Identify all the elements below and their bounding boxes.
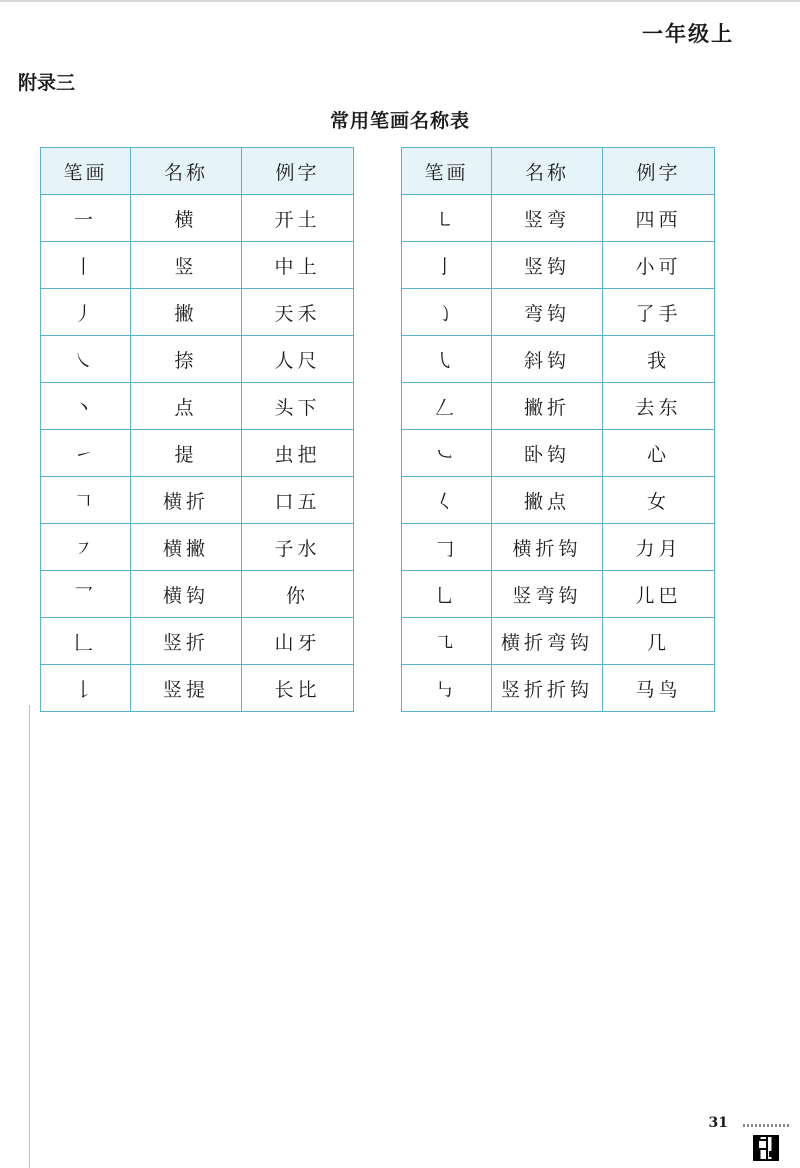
name-cell: 横折: [131, 477, 242, 524]
name-cell: 竖弯钩: [492, 571, 603, 618]
stroke-cell: ㇁: [402, 289, 492, 336]
name-cell: 竖弯: [492, 195, 603, 242]
example-cell: 马鸟: [603, 665, 715, 712]
example-cell: 小可: [603, 242, 715, 289]
stroke-cell: 丿: [41, 289, 131, 336]
stroke-cell: 亅: [402, 242, 492, 289]
stroke-cell: 𠄌: [41, 665, 131, 712]
table-row: [402, 524, 715, 571]
appendix-label: 附录三: [18, 72, 76, 94]
stroke-cell: ㇏: [41, 336, 131, 383]
qr-code-icon: [753, 1135, 779, 1161]
stroke-cell: 乛: [41, 571, 131, 618]
page-number: 31: [708, 1115, 728, 1131]
table-row: [402, 242, 715, 289]
example-cell: 中上: [242, 242, 354, 289]
name-cell: 横钩: [131, 571, 242, 618]
name-cell: 提: [131, 430, 242, 477]
stroke-cell: 𡿨: [402, 477, 492, 524]
example-cell: 心: [603, 430, 715, 477]
example-cell: 子水: [242, 524, 354, 571]
table-row: [41, 571, 354, 618]
name-cell: 撇点: [492, 477, 603, 524]
example-cell: 你: [242, 571, 354, 618]
name-cell: 撇: [131, 289, 242, 336]
table-row: [41, 289, 354, 336]
example-cell: 了手: [603, 289, 715, 336]
top-rule: [0, 0, 800, 2]
qr-caption: [743, 1124, 789, 1127]
table-row: [41, 665, 354, 712]
example-cell: 长比: [242, 665, 354, 712]
name-cell: 横折钩: [492, 524, 603, 571]
page-title: 常用笔画名称表: [329, 110, 470, 132]
stroke-cell: 丨: [41, 242, 131, 289]
stroke-table-right: [401, 147, 715, 712]
example-cell: 口五: [242, 477, 354, 524]
name-cell: 斜钩: [492, 336, 603, 383]
stroke-cell: 一: [41, 195, 131, 242]
example-cell: 人尺: [242, 336, 354, 383]
stroke-cell: ㇀: [41, 430, 131, 477]
name-cell: 卧钩: [492, 430, 603, 477]
example-cell: 女: [603, 477, 715, 524]
table-row: [41, 336, 354, 383]
stroke-cell: 乚: [402, 571, 492, 618]
column-header-name: 名称: [492, 148, 603, 195]
grade-label: 一年级上: [642, 22, 734, 46]
table-row: [402, 336, 715, 383]
name-cell: 横: [131, 195, 242, 242]
stroke-cell: ㇂: [402, 336, 492, 383]
table-row: [41, 195, 354, 242]
column-header-stroke: 笔画: [402, 148, 492, 195]
stroke-cell: 𠃊: [41, 618, 131, 665]
table-row: [41, 430, 354, 477]
name-cell: 弯钩: [492, 289, 603, 336]
column-header-example: 例字: [603, 148, 715, 195]
example-cell: 力月: [603, 524, 715, 571]
table-row: [402, 430, 715, 477]
example-cell: 儿巴: [603, 571, 715, 618]
table-row: [402, 383, 715, 430]
name-cell: 竖折: [131, 618, 242, 665]
column-header-stroke: 笔画: [41, 148, 131, 195]
table-row: [402, 195, 715, 242]
stroke-cell: ㇉: [402, 665, 492, 712]
table-header-row: [402, 148, 715, 195]
stroke-cell: 𠃍: [41, 477, 131, 524]
name-cell: 点: [131, 383, 242, 430]
table-row: [41, 477, 354, 524]
table-header-row: [41, 148, 354, 195]
example-cell: 山牙: [242, 618, 354, 665]
table-row: [41, 242, 354, 289]
name-cell: 横撇: [131, 524, 242, 571]
stroke-cell: 𠃋: [402, 383, 492, 430]
example-cell: 虫把: [242, 430, 354, 477]
example-cell: 去东: [603, 383, 715, 430]
column-header-name: 名称: [131, 148, 242, 195]
table-row: [402, 289, 715, 336]
table-row: [402, 477, 715, 524]
name-cell: 竖提: [131, 665, 242, 712]
stroke-cell: ㇈: [402, 618, 492, 665]
example-cell: 几: [603, 618, 715, 665]
table-row: [402, 571, 715, 618]
stroke-table-left: [40, 147, 354, 712]
table-row: [41, 383, 354, 430]
name-cell: 横折弯钩: [492, 618, 603, 665]
column-header-example: 例字: [242, 148, 354, 195]
table-row: [41, 618, 354, 665]
stroke-cell: ㇃: [402, 430, 492, 477]
name-cell: 撇折: [492, 383, 603, 430]
example-cell: 我: [603, 336, 715, 383]
name-cell: 竖钩: [492, 242, 603, 289]
example-cell: 天禾: [242, 289, 354, 336]
name-cell: 竖: [131, 242, 242, 289]
table-row: [41, 524, 354, 571]
stroke-cell: ㇄: [402, 195, 492, 242]
example-cell: 开土: [242, 195, 354, 242]
example-cell: 头下: [242, 383, 354, 430]
example-cell: 四西: [603, 195, 715, 242]
table-row: [402, 665, 715, 712]
stroke-cell: 𠃌: [402, 524, 492, 571]
stroke-cell: ㇇: [41, 524, 131, 571]
margin-line: [29, 705, 30, 1168]
name-cell: 捺: [131, 336, 242, 383]
table-row: [402, 618, 715, 665]
stroke-cell: 丶: [41, 383, 131, 430]
name-cell: 竖折折钩: [492, 665, 603, 712]
